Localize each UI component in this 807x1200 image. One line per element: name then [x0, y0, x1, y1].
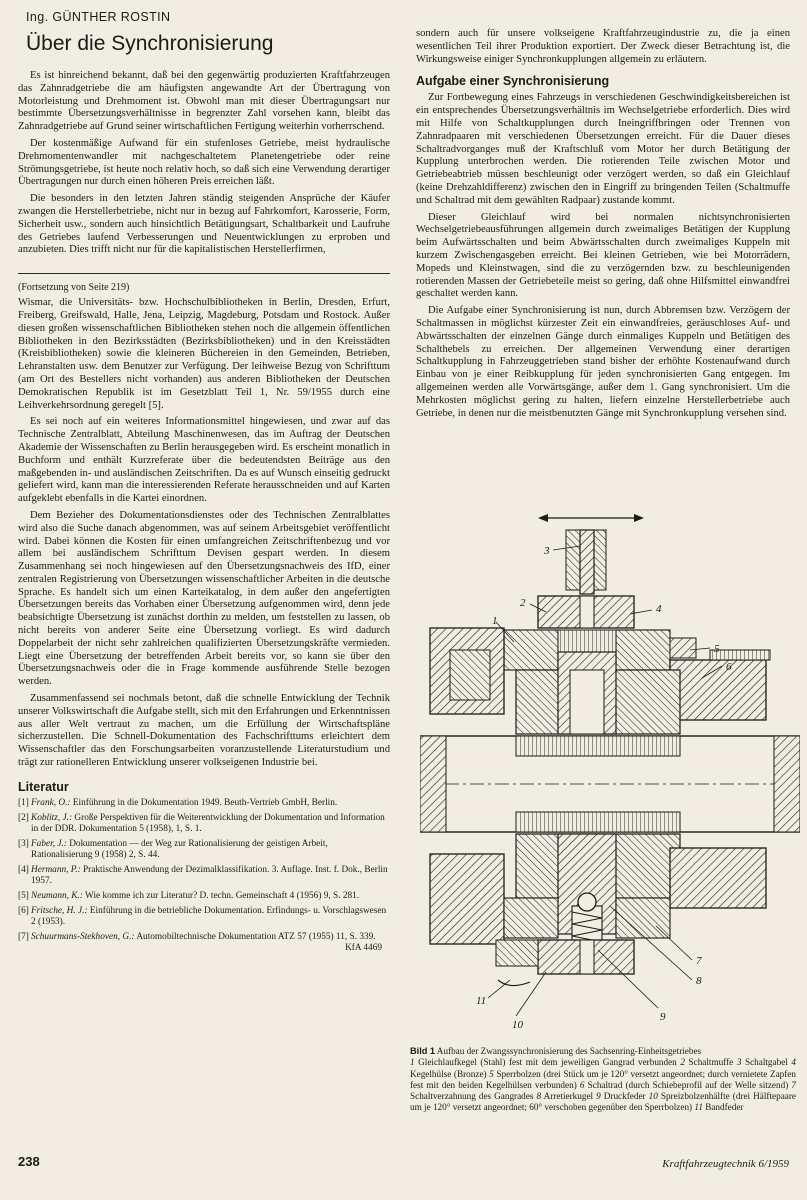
section-paragraph: Die Aufgabe einer Synchronisierung ist nun, durch Abbremsen bzw. Verzögern der Schaltmassen in möglichst kürzester Zeit ein einwandfreies, geräuschloses Auf- und Abwärtsschalten der einzelnen Gänge durch einmaliges Kuppeln und Betätigen des Schalthebels zu erreichen. Der allgemeinen Verwendung einer derartigen Schaltkupplung in Fahrzeuggetrieben stand bisher der erhöhte Kostenaufwand durch Einbau von je einer Reibkupplung für jeden synchronisierten Gang entgegen. Im allgemeinen werden alle Vorwärtsgänge, außer dem 1. Gang synchronisiert. Um die Mehrkosten möglichst gering zu halten, liefern einzelne Herstellerbetriebe auch Getriebe, in denen nur die meistbenutzten Gänge mit Synchronkupplung versehen sind. — [416, 305, 790, 419]
figure-title: Aufbau der Zwangssynchronisierung des Sachsenring-Einheitsgetriebes — [435, 1046, 702, 1056]
figure-label: Bild 1 — [410, 1046, 436, 1056]
reference-item — [18, 906, 390, 928]
literature-heading: Literatur — [18, 779, 69, 794]
reference-number: [3] — [18, 838, 29, 849]
part-label-4: 4 — [656, 603, 662, 615]
reference-number: [6] — [18, 905, 29, 916]
author-byline: Ing. GÜNTHER ROSTIN — [26, 10, 171, 24]
article-title: Über die Synchronisierung — [26, 32, 274, 55]
reference-number: [5] — [18, 890, 29, 901]
reference-list — [18, 798, 390, 943]
part-label-9: 9 — [660, 1011, 666, 1023]
section-heading: Aufgabe einer Synchronisierung — [416, 74, 610, 89]
continuation-label: (Fortsetzung von Seite 219) — [18, 282, 130, 294]
section-paragraph: Zur Fortbewegung eines Fahrzeugs in verschiedenen Geschwindigkeitsbereichen ist ein entsprechendes Übersetzungsverhältnis im Wechselgetriebe erforderlich. Dies wird mit Hilfe von Schaltkupplungen durch Ineingriffbringen oder Trennen von Zahnradpaaren mit verschiedenen Übersetzungen erreicht. Für die Dauer dieses Schaltradvorganges muß der Kraftschluß vom Motor her durch Betätigung der Kupplung unterbrochen werden. Die rotierenden Teile zwischen Motor und Getriebeabtrieb müssen beschleunigt oder verzögert werden, so daß ein Gleichlauf (keine Drehzahldifferenz) zwischen den in Eingriff zu bringenden Teilen (Schaltmuffe und Schaltrad mit dem gewählten Radpaar) zustande kommt. — [416, 92, 790, 206]
caption-part-text: Spreizbolzenhälfte (drei Hälftepaare um je 120° versetzt angeordnet; 60° verschoben gegenüber den Sperrbolzen) — [410, 1091, 796, 1113]
part-label-2: 2 — [520, 597, 526, 609]
reference-text: Große Perspektiven für die Weiterentwicklung der Dokumentation und Information in der DDR. Dokumentation 5 (1958), 1, S. 1. — [31, 812, 385, 834]
caption-part-num: 6 — [579, 1079, 585, 1090]
caption-part-num: 1 — [410, 1057, 415, 1068]
reference-item — [18, 865, 390, 887]
caption-part-num: 9 — [596, 1091, 601, 1102]
caption-part-num: 3 — [736, 1057, 742, 1068]
synchronizer-section-svg — [420, 510, 800, 1040]
part-label-8: 8 — [696, 975, 702, 987]
reference-item — [18, 891, 390, 902]
reference-number: [4] — [18, 864, 29, 875]
reference-item — [18, 798, 390, 809]
reference-author: Hermann, P.: — [31, 864, 81, 875]
part-label-5: 5 — [714, 643, 720, 655]
reference-text: Automobiltechnische Dokumentation ATZ 57 (1955) 11, S. 339. — [134, 931, 376, 942]
reference-text: Einführung in die Dokumentation 1949. Beuth-Vertrieb GmbH, Berlin. — [70, 797, 338, 808]
continuation-paragraph: Es sei noch auf ein weiteres Informationsmittel hingewiesen, und zwar auf das Technische Zentralblatt, Abteilung Maschinenwesen, das im Auftrag der Deutschen Akademie der Wissenschaften zu Berlin herausgegeben wird. Es erscheint monatlich in Buchform und enthält Kurzreferate über die bedeutendsten Beiträge aus den maßgebenden in- und ausländischen Zeitschriften. Da es auf Wunsch einseitig gedruckt geliefert wird, kann man die interessierenden Referate herausschneiden und auf Karten aufgeklebt ebenfalls in die Kartei einordnen. — [18, 416, 390, 505]
reference-number: [1] — [18, 797, 29, 808]
caption-part-text: Schaltmuffe — [684, 1057, 737, 1068]
reference-text: Praktische Anwendung der Dezimalklassifikation. 3. Auflage. Inst. f. Dok., Berlin 1957. — [31, 864, 388, 886]
reference-text: Wie komme ich zur Literatur? D. techn. Gemeinschaft 4 (1956) 9, S. 281. — [82, 890, 360, 901]
reference-author: Schuurmans-Stekhoven, G.: — [31, 931, 135, 942]
caption-part-text: Gleichlaufkegel (Stahl) fest mit dem jeweiligen Gangrad verbunden — [414, 1057, 681, 1068]
reference-author: Neumann, K.: — [31, 890, 83, 901]
part-label-1: 1 — [492, 615, 498, 627]
journal-footer: Kraftfahrzeugtechnik 6/1959 — [662, 1158, 789, 1170]
left-column — [18, 6, 390, 953]
main-shaft — [420, 736, 800, 832]
caption-part-text: Arretierkugel — [541, 1091, 597, 1102]
shift-sleeve — [530, 596, 652, 628]
continuation-paragraph: Zusammenfassend sei nochmals betont, daß die schnelle Entwicklung der Technik unserer Volkswirtschaft die Aufgabe stellt, sich mit den Erfahrungen und Erkenntnissen aus aller Welt vertraut zu machen, um die Erfüllung der Wirtschaftspläne sicherzustellen. Die Schnell-Dokumentation des Fachschrifttums erleichtert dem Wissenschaftler das den Forschungsarbeiten voranzustellende Literaturstudium und trägt zur rationelleren Entwicklung unserer volkseigenen Industrie bei. — [18, 693, 390, 769]
caption-part-text: Bandfeder — [702, 1102, 744, 1113]
intro-paragraph: Die besonders in den letzten Jahren ständig steigenden Ansprüche der Käufer zwangen die Herstellerbetriebe, nicht nur in bezug auf Fahrkomfort, Karosserie, Form, Sicherheit usw., sondern auch hinsichtlich Betätigungsart, Schaltbarkeit und Laufruhe des Getriebes laufend Verbesserungen und Neuentwicklungen zu erproben und anzubieten. Dies trifft nicht nur für die kapitalistischen Herstellerfirmen, — [18, 193, 390, 256]
caption-part-text: Schaltrad (durch Schiebeprofil auf der Welle sitzend) — [584, 1079, 792, 1090]
shift-fork — [553, 530, 606, 594]
right-column — [416, 28, 790, 420]
article-code: KfA 4469 — [345, 942, 382, 953]
caption-part-num: 7 — [791, 1079, 796, 1090]
reference-author: Fritsche, H. J.: — [31, 905, 88, 916]
figure-caption — [410, 1046, 796, 1114]
caption-part-num: 2 — [680, 1057, 685, 1068]
part-label-11: 11 — [476, 995, 487, 1007]
caption-part-text: Schaltgabel — [741, 1057, 792, 1068]
intro-paragraph: Es ist hinreichend bekannt, daß bei den gegenwärtig produzierten Kraftfahrzeugen das Zahnradgetriebe die am häufigsten angewandte Art der Übertragung von Motorleistung und Drehmoment ist. Obwohl man mit dieser Übertragungsart nur bestimmte Übersetzungsverhältnisse in begrenzter Zahl vorsehen kann, bleibt das Zahnradgetriebe auf Grund seiner wirtschaftlichen Fertigung weiterhin vorherrschend. — [18, 70, 390, 133]
intro-paragraph: Der kostenmäßige Aufwand für ein stufenloses Getriebe, meist hydraulische Drehmomentenwandler mit nachgeschaltetem Planetengetriebe oder reine Strömungsgetriebe, ist heute noch relativ hoch, so daß sich eine Verwendung derartiger Übertragungen nur durch einen höheren Preis erreichen läßt. — [18, 137, 390, 188]
caption-part-num: 5 — [489, 1068, 494, 1079]
reference-author: Koblitz, J.: — [31, 812, 73, 823]
reference-number: [2] — [18, 812, 29, 823]
part-label-10: 10 — [512, 1019, 523, 1031]
part-label-7: 7 — [696, 955, 702, 967]
reference-item — [18, 813, 390, 835]
reference-author: Frank, O.: — [31, 797, 71, 808]
caption-part-num: 4 — [791, 1057, 796, 1068]
part-label-6: 6 — [726, 661, 732, 673]
reference-text: Dokumentation — der Weg zur Rationalisierung der geistigen Arbeit, Rationalisierung 9 (1958) 2, S. 44. — [31, 838, 328, 860]
continuation-paragraph: Wismar, die Universitäts- bzw. Hochschulbibliotheken in Berlin, Dresden, Erfurt, Freiberg, Greifswald, Halle, Jena, Leipzig, Magdeburg, Potsdam und Rostock. Außer diesen großen wissenschaftlichen Bibliotheken stehen noch die allgemein öffentlichen Bibliotheken in den Bezirksstädten (Bezirksbibliotheken) und in den Kreisstädten (Kreisbibliotheken) sowie die kleineren Büchereien in den Gemeinden, Betrieben, Lehranstalten usw. dem Benutzer zur Verfügung. Der leihweise Bezug von Schrifttum (am Ort des Bestellers nicht vorhanden) aus anderen Bibliotheken der Deutschen Demokratischen Republik ist im Gesetzblatt Teil 1, Nr. 59/1955 durch eine Leihverkehrsordnung geregelt [5]. — [18, 297, 390, 411]
spread-bolts — [496, 940, 634, 986]
part-label-3: 3 — [544, 545, 550, 557]
reference-item — [18, 932, 390, 943]
shift-direction-arrow — [538, 514, 644, 522]
section-divider — [18, 273, 390, 274]
continuation-paragraph: Dem Bezieher des Dokumentationsdienstes oder des Technischen Zentralblattes wird also die Suche danach abgenommen, was auf seinem Arbeitsgebiet veröffentlicht wird. Dabei können die Kosten für einen umfangreichen Zeitschriftenbezug und vor allem bei ausländischem Schrifttum Devisen gespart werden. In diesem Zusammenhang sei noch hingewiesen auf den Übersetzungsnachweis des IfD, einer zentralen Registrierung von Übersetzungen wissenschaftlicher Arbeiten in die deutsche Sprache. Es handelt sich um einen Karteikatalog, in dem außer den angefertigten Übersetzungen bereits das Vorhaben einer Übersetzung aufgenommen wird, denn jede beabsichtigte Übersetzung ist zunächst dorthin zu melden, um feststellen zu lassen, ob nicht bereits von anderer Seite eine Übersetzung vorliegt. Es wird dadurch Doppelarbeit der nicht sehr zahlreichen qualifizierten Übersetzungskräfte vermieden. Liegt eine Übersetzung der betreffenden Arbeit bereits vor, so kann sie über den Übersetzungsnachweis oder die in Frage kommende ausführende Stelle bezogen werden. — [18, 509, 390, 688]
section-paragraph: Dieser Gleichlauf wird bei normalen nichtsynchronisierten Wechselgetriebeausführungen allgemein durch zweimaliges Betätigen der Kupplung beim Aufwärtsschalten und beim Abwärtsschalten durch zweimaliges Kuppeln mit kurzem Zwischengasgeben erreicht. Bei kleinen Getrieben, wie bei Motorrädern, Mopeds und Kleinstwagen, sind die zu verzögernden bzw. zu beschleunigenden rotierenden Massen der Getriebeteile meist so gering, daß ohne Hilfsmittel einwandfrei geschaltet werden kann. — [416, 211, 790, 300]
lead-paragraph: sondern auch für unsere volkseigene Kraftfahrzeugindustrie zu, die ja einen wesentlichen Teil ihrer Produktion exportiert. Der Zweck dieser Betrachtung ist, die Wirkungsweise einiger Synchronkupplungen allgemein zu erläutern. — [416, 28, 790, 65]
caption-part-text: Sperrbolzen (drei Stück um je 120° versetzt angeordnet; durch vernietete Zapfen fest mit den beiden Kegelhülsen verbunden) — [410, 1068, 796, 1090]
caption-part-text: Schaltverzahnung des Gangrades — [410, 1091, 537, 1102]
caption-part-num: 10 — [648, 1091, 658, 1102]
caption-part-num: 8 — [536, 1091, 542, 1102]
caption-part-text: Kegelhülse (Bronze) — [410, 1068, 490, 1079]
reference-text: Einführung in die betriebliche Dokumentation. Erfindungs- u. Vorschlagswesen 2 (1953). — [31, 905, 387, 927]
reference-item — [18, 839, 390, 861]
caption-part-text: Druckfeder — [600, 1091, 649, 1102]
figure-synchronizer-drawing — [420, 510, 800, 1040]
reference-number: [7] — [18, 931, 29, 942]
page-number: 238 — [18, 1154, 40, 1169]
caption-part-num: 11 — [694, 1102, 703, 1113]
reference-author: Faber, J.: — [31, 838, 67, 849]
